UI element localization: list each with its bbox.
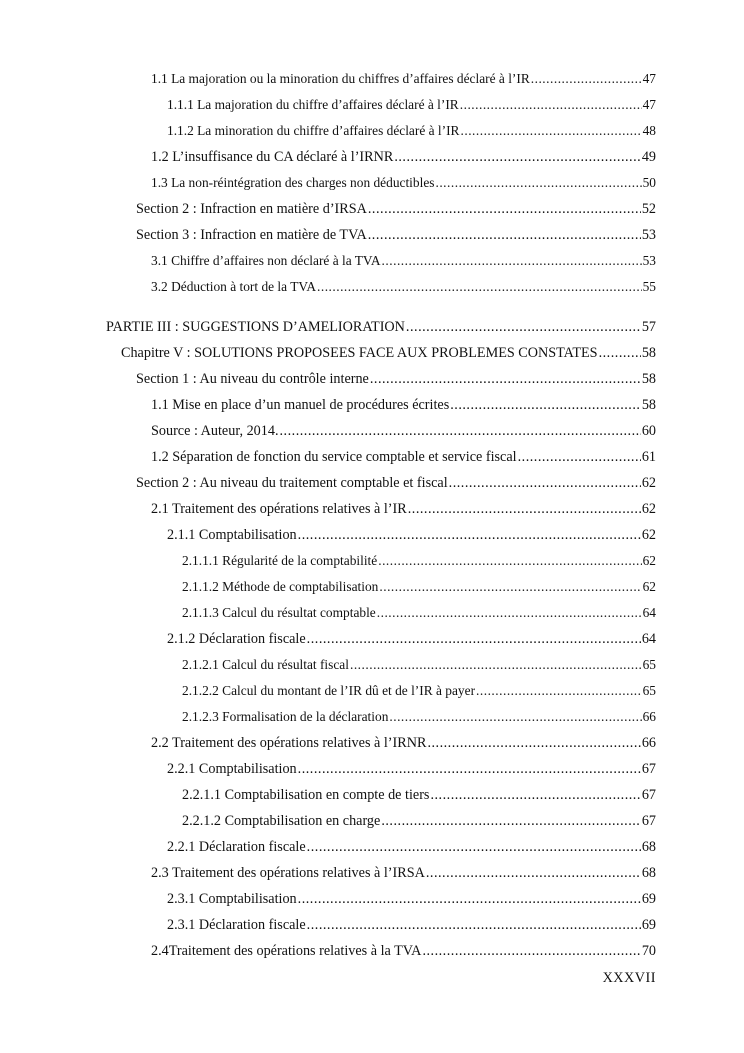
toc-entry-text: 2.3.1 Déclaration fiscale xyxy=(167,917,306,933)
toc-entry-text: 1.2 L’insuffisance du CA déclaré à l’IRNR xyxy=(151,149,394,165)
page-number: XXXVII xyxy=(602,970,656,986)
toc-page-number: 62 xyxy=(641,475,656,491)
toc-entry-text: 2.3.1 Comptabilisation xyxy=(167,891,297,907)
toc-page-number: 67 xyxy=(641,787,656,803)
toc-entry-text: 1.2 Séparation de fonction du service comptable et service fiscal xyxy=(151,449,517,465)
toc-entry[interactable] xyxy=(151,862,656,884)
toc-entry[interactable] xyxy=(151,732,656,754)
toc-entry[interactable] xyxy=(167,524,656,546)
toc-leader-dots xyxy=(389,706,641,728)
toc-leader-dots xyxy=(460,94,642,116)
toc-page-number: 65 xyxy=(642,683,656,698)
toc-leader-dots xyxy=(406,316,641,338)
toc-leader-dots xyxy=(381,810,640,832)
toc-page-number: 50 xyxy=(642,175,656,190)
toc-page-number: 62 xyxy=(642,579,656,594)
toc-entry-text: 2.1.1.1 Régularité de la comptabilité xyxy=(182,553,378,568)
toc-page-number: 69 xyxy=(641,891,656,907)
toc-entry[interactable] xyxy=(151,940,656,962)
toc-entry[interactable] xyxy=(151,68,656,90)
toc-entry-text: 2.2.1.1 Comptabilisation en compte de tiers xyxy=(182,787,430,803)
toc-page-number: 60 xyxy=(641,423,656,439)
toc-entry-text: 3.1 Chiffre d’affaires non déclaré à la TVA xyxy=(151,253,381,268)
toc-page-number: 49 xyxy=(641,149,656,165)
toc-page-number: 58 xyxy=(641,345,656,361)
toc-page-number: 62 xyxy=(641,501,656,517)
toc-leader-dots xyxy=(307,628,641,650)
toc-entry-text: 2.1 Traitement des opérations relatives à l’IR xyxy=(151,501,407,517)
toc-leader-dots xyxy=(368,198,641,220)
toc-leader-dots xyxy=(461,120,642,142)
toc-leader-dots xyxy=(298,888,641,910)
toc-entry[interactable] xyxy=(182,784,656,806)
toc-entry[interactable] xyxy=(121,342,656,364)
toc-page-number: 69 xyxy=(641,917,656,933)
toc-page-number: 62 xyxy=(641,527,656,543)
toc-page-number: 61 xyxy=(641,449,656,465)
toc-entry[interactable] xyxy=(182,576,656,598)
toc-leader-dots xyxy=(379,576,641,598)
toc-page-number: 58 xyxy=(641,397,656,413)
toc-entry-text: 2.1.2 Déclaration fiscale xyxy=(167,631,306,647)
toc-entry-text: 2.2.1.2 Comptabilisation en charge xyxy=(182,813,381,829)
toc-entry[interactable] xyxy=(182,680,656,702)
toc-page-number: 67 xyxy=(641,761,656,777)
toc-leader-dots xyxy=(426,862,641,884)
toc-entry-text: 2.3 Traitement des opérations relatives à l’IRSA xyxy=(151,865,425,881)
toc-entry[interactable] xyxy=(167,94,656,116)
toc-entry-text: 2.4Traitement des opérations relatives à la TVA xyxy=(151,943,422,959)
toc-entry-text: 2.1.2.2 Calcul du montant de l’IR dû et de l’IR à payer xyxy=(182,683,476,698)
toc-page-number: 68 xyxy=(641,839,656,855)
toc-page-number: 66 xyxy=(642,709,656,724)
toc-leader-dots xyxy=(450,394,641,416)
toc-leader-dots xyxy=(518,446,641,468)
toc-entry-text: Source : Auteur, 2014. xyxy=(151,423,279,439)
toc-leader-dots xyxy=(307,914,641,936)
toc-page-number: 68 xyxy=(641,865,656,881)
toc-entry-text: Chapitre V : SOLUTIONS PROPOSEES FACE AUX PROBLEMES CONSTATES xyxy=(121,345,598,361)
toc-leader-dots xyxy=(378,550,641,572)
toc-page-number: 53 xyxy=(641,227,656,243)
toc-page-number: 52 xyxy=(641,201,656,217)
toc-leader-dots xyxy=(377,602,642,624)
toc-entry[interactable] xyxy=(182,706,656,728)
toc-entry[interactable] xyxy=(136,224,656,246)
toc-entry[interactable] xyxy=(167,758,656,780)
toc-leader-dots xyxy=(298,524,641,546)
toc-entry-text: 3.2 Déduction à tort de la TVA xyxy=(151,279,316,294)
toc-entry[interactable] xyxy=(151,250,656,272)
toc-entry-text: 1.1 Mise en place d’un manuel de procédures écrites xyxy=(151,397,450,413)
toc-leader-dots xyxy=(382,250,642,272)
toc-leader-dots xyxy=(422,940,640,962)
toc-entry[interactable] xyxy=(151,276,656,298)
toc-leader-dots xyxy=(476,680,642,702)
toc-page-number: 64 xyxy=(641,631,656,647)
toc-entry[interactable] xyxy=(167,914,656,936)
toc-entry-text: 2.1.1 Comptabilisation xyxy=(167,527,297,543)
toc-entry-text: 1.1 La majoration ou la minoration du chiffres d’affaires déclaré à l’IR xyxy=(151,71,530,86)
toc-page-number: 48 xyxy=(642,123,656,138)
toc-page-number: 53 xyxy=(642,253,656,268)
toc-page-number: 67 xyxy=(641,813,656,829)
toc-entry-text: 2.2.1 Déclaration fiscale xyxy=(167,839,306,855)
toc-entry-text: 2.2.1 Comptabilisation xyxy=(167,761,297,777)
toc-page-number: 66 xyxy=(641,735,656,751)
toc-leader-dots xyxy=(408,498,641,520)
toc-entry[interactable] xyxy=(151,172,656,194)
toc-entry-text: Section 3 : Infraction en matière de TVA xyxy=(136,227,367,243)
toc-entry[interactable] xyxy=(136,368,656,390)
toc-leader-dots xyxy=(368,224,641,246)
toc-entry[interactable] xyxy=(151,446,656,468)
toc-leader-dots xyxy=(317,276,642,298)
toc-entry-text: Section 2 : Au niveau du traitement comptable et fiscal xyxy=(136,475,448,491)
toc-entry[interactable] xyxy=(151,394,656,416)
toc-entry[interactable] xyxy=(106,316,656,338)
toc-page-number: 64 xyxy=(642,605,656,620)
toc-entry-text: Section 2 : Infraction en matière d’IRSA xyxy=(136,201,367,217)
toc-entry[interactable] xyxy=(151,146,656,168)
toc-entry[interactable] xyxy=(182,602,656,624)
toc-entry-text: 1.1.1 La majoration du chiffre d’affaires déclaré à l’IR xyxy=(167,97,459,112)
toc-entry-text: 1.3 La non-réintégration des charges non déductibles xyxy=(151,175,435,190)
toc-leader-dots xyxy=(435,172,641,194)
toc-leader-dots xyxy=(280,420,641,442)
toc-page-number: 65 xyxy=(642,657,656,672)
toc-leader-dots xyxy=(430,784,640,806)
toc-entry[interactable] xyxy=(167,628,656,650)
toc-entry-text: 1.1.2 La minoration du chiffre d’affaires déclaré à l’IR xyxy=(167,123,460,138)
toc-entry[interactable] xyxy=(136,198,656,220)
toc-leader-dots xyxy=(394,146,640,168)
toc-entry-text: 2.1.2.1 Calcul du résultat fiscal xyxy=(182,657,349,672)
toc-entry[interactable] xyxy=(167,888,656,910)
toc-leader-dots xyxy=(449,472,641,494)
toc-entry-text: Section 1 : Au niveau du contrôle interne xyxy=(136,371,369,387)
toc-leader-dots xyxy=(531,68,642,90)
toc-entry[interactable] xyxy=(136,472,656,494)
toc-page-number: 70 xyxy=(641,943,656,959)
toc-leader-dots xyxy=(427,732,640,754)
toc-page-number: 55 xyxy=(642,279,656,294)
toc-leader-dots xyxy=(298,758,641,780)
toc-entry[interactable] xyxy=(151,498,656,520)
toc-entry[interactable] xyxy=(151,420,656,442)
toc-entry[interactable] xyxy=(182,810,656,832)
toc-entry-text: 2.1.1.2 Méthode de comptabilisation xyxy=(182,579,379,594)
toc-page-number: 47 xyxy=(642,97,656,112)
toc-page-number: 57 xyxy=(641,319,656,335)
toc-page-number: 58 xyxy=(641,371,656,387)
toc-leader-dots xyxy=(307,836,641,858)
toc-entry[interactable] xyxy=(167,120,656,142)
toc-leader-dots xyxy=(370,368,641,390)
toc-entry[interactable] xyxy=(167,836,656,858)
toc-page-number: 47 xyxy=(642,71,656,86)
toc-entry-text: PARTIE III : SUGGESTIONS D’AMELIORATION xyxy=(106,319,405,335)
toc-leader-dots xyxy=(599,342,641,364)
toc-leader-dots xyxy=(350,654,642,676)
toc-entry[interactable] xyxy=(182,654,656,676)
toc-entry-text: 2.2 Traitement des opérations relatives à l’IRNR xyxy=(151,735,427,751)
toc-entry-text: 2.1.1.3 Calcul du résultat comptable xyxy=(182,605,376,620)
toc-page-number: 62 xyxy=(642,553,656,568)
toc-entry[interactable] xyxy=(182,550,656,572)
toc-entry-text: 2.1.2.3 Formalisation de la déclaration xyxy=(182,709,389,724)
